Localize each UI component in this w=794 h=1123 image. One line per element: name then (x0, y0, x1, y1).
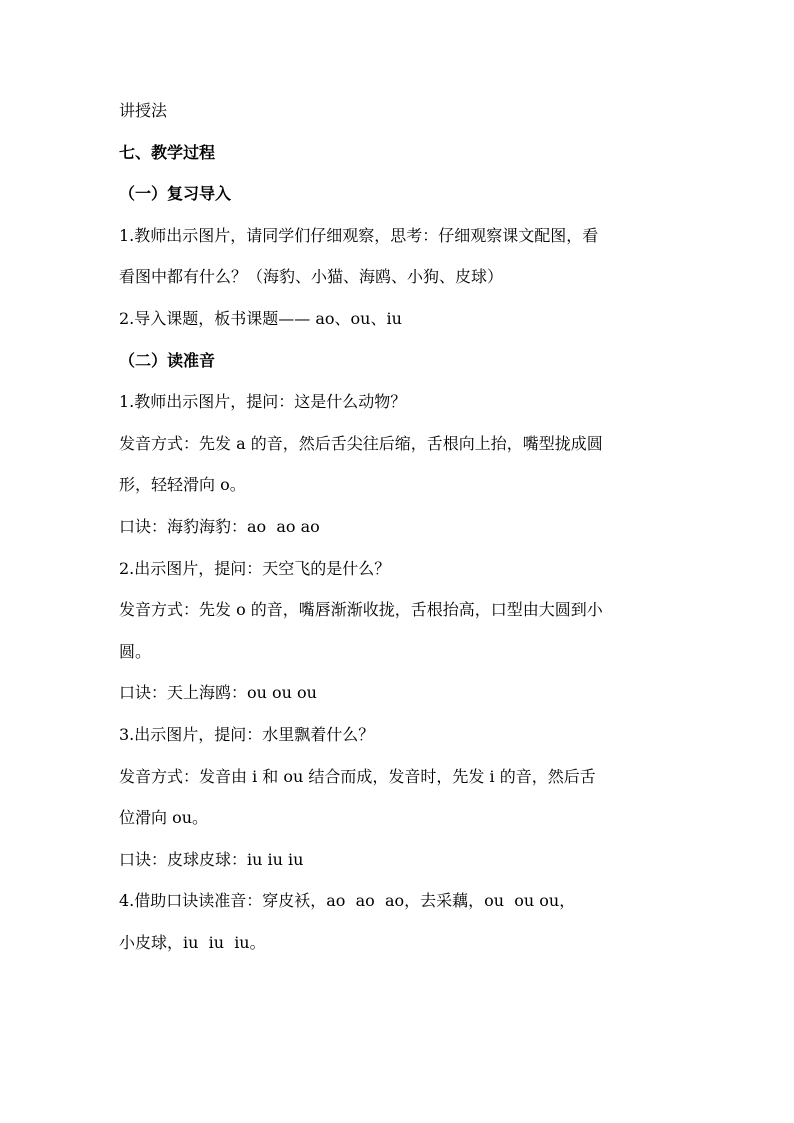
paragraph-line: 1.教师出示图片，请同学们仔细观察，思考：仔细观察课文配图，看 (119, 225, 599, 245)
subsection-heading-pronunciation: （二）读准音 (119, 350, 216, 370)
subsection-heading-review: （一）复习导入 (119, 184, 232, 204)
paragraph-line: 口诀：皮球皮球：iu iu iu (119, 849, 304, 869)
text-line-method: 讲授法 (119, 101, 168, 120)
paragraph-line: 口诀：海豹海豹：ao ao ao (119, 516, 320, 536)
paragraph-line: 位滑向 ou。 (119, 808, 209, 828)
paragraph-line: 2.导入课题，板书课题—— ao、ou、iu (119, 308, 402, 328)
section-heading-teaching-process: 七、教学过程 (119, 142, 216, 162)
paragraph-line: 1.教师出示图片，提问：这是什么动物？ (119, 392, 407, 412)
paragraph-line: 形，轻轻滑向 o。 (119, 475, 246, 495)
paragraph-line: 小皮球，iu iu iu。 (119, 932, 266, 952)
paragraph-line: 2.出示图片，提问：天空飞的是什么？ (119, 558, 391, 578)
paragraph-line: 看图中都有什么？（海豹、小猫、海鸥、小狗、皮球） (119, 267, 504, 287)
paragraph-line: 口诀：天上海鸥：ou ou ou (119, 683, 317, 703)
paragraph-line: 发音方式：发音由 i 和 ou 结合而成，发音时，先发 i 的音，然后舌 (119, 766, 596, 786)
paragraph-line: 圆。 (119, 641, 152, 661)
paragraph-line: 4.借助口诀读准音：穿皮袄，ao ao ao，去采藕，ou ou ou， (119, 891, 576, 911)
paragraph-line: 发音方式：先发 a 的音，然后舌尖往后缩，舌根向上抬，嘴型拢成圆 (119, 433, 603, 453)
document-body (119, 101, 689, 974)
paragraph-line: 3.出示图片，提问：水里飘着什么？ (119, 724, 375, 744)
paragraph-line: 发音方式：先发 o 的音，嘴唇渐渐收拢，舌根抬高，口型由大圆到小 (119, 600, 603, 620)
